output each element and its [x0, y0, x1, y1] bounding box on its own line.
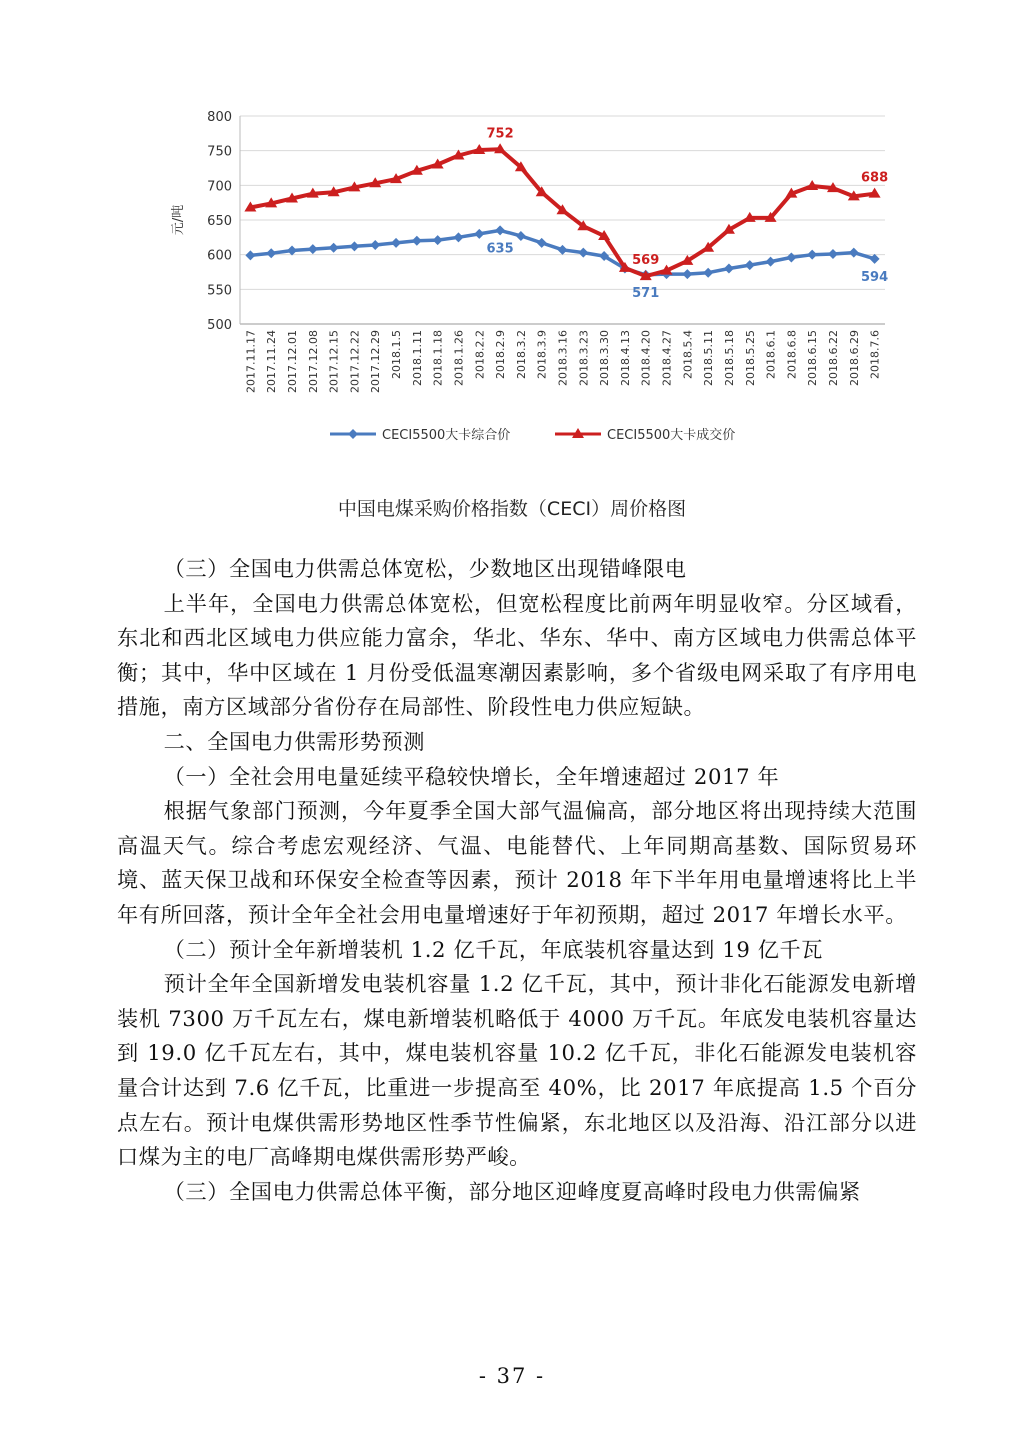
- legend-marker-1: [348, 429, 358, 439]
- section-heading-consumption-growth: （一）全社会用电量延续平稳较快增长，全年增速超过 2017 年: [163, 763, 780, 789]
- y-axis-label: 元/吨: [171, 204, 186, 236]
- legend-label-1: CECI5500大卡综合价: [382, 428, 511, 443]
- data-point: [391, 238, 401, 248]
- x-tick-label: 2018.3.16: [556, 330, 570, 386]
- y-tick-label: 550: [207, 283, 232, 299]
- data-point: [516, 231, 526, 241]
- data-label: 752: [486, 126, 514, 142]
- paragraph-supply-loose: 上半年，全国电力供需总体宽松，但宽松程度比前两年明显收窄。分区域看，东北和西北区域电力供应能力富余，华北、华东、华中、南方区域电力供需总体平衡；其中，华中区域在 1 月份受低温寒潮因素影响，多个省级电网采取了有序用电措施，南方区域部分省份存在局部性、阶段性电力供应短缺。: [117, 590, 917, 720]
- data-point: [453, 232, 463, 242]
- data-point: [849, 248, 859, 258]
- x-tick-label: 2017.12.08: [306, 330, 320, 393]
- data-point: [474, 229, 484, 239]
- data-point: [828, 249, 838, 259]
- x-tick-label: 2018.1.26: [452, 330, 466, 386]
- y-tick-label: 500: [207, 318, 232, 333]
- data-point: [807, 250, 817, 260]
- data-point: [724, 264, 734, 274]
- x-tick-label: 2018.5.4: [681, 330, 695, 379]
- x-tick-label: 2017.12.01: [286, 330, 300, 393]
- data-point: [495, 225, 505, 235]
- data-label: 571: [632, 285, 660, 301]
- data-point: [786, 252, 796, 262]
- x-tick-label: 2017.11.17: [244, 330, 258, 393]
- data-point: [745, 260, 755, 270]
- data-label: 569: [632, 253, 660, 269]
- data-point: [266, 248, 276, 258]
- data-point: [766, 257, 776, 267]
- x-tick-label: 2018.3.30: [598, 330, 612, 386]
- chart-grid: [240, 116, 885, 324]
- data-point: [370, 240, 380, 250]
- x-tick-label: 2018.1.11: [410, 330, 424, 386]
- x-tick-label: 2018.5.25: [743, 330, 757, 386]
- x-tick-label: 2018.6.15: [806, 330, 820, 386]
- x-tick-label: 2018.2.9: [494, 330, 508, 379]
- y-tick-label: 800: [207, 110, 232, 125]
- price-index-chart: [170, 96, 910, 466]
- x-tick-label: 2018.3.23: [577, 330, 591, 386]
- data-point: [287, 246, 297, 256]
- x-tick-label: 2018.4.13: [618, 329, 632, 386]
- data-point: [308, 244, 318, 254]
- data-point: [245, 250, 255, 260]
- y-tick-label: 750: [207, 144, 232, 160]
- x-tick-label: 2018.1.5: [390, 330, 404, 379]
- data-point: [537, 238, 547, 248]
- x-tick-label: 2018.3.9: [535, 330, 549, 379]
- data-point: [349, 241, 359, 251]
- x-tick-label: 2018.6.29: [847, 330, 861, 386]
- paragraph-installed-capacity: 预计全年全国新增发电装机容量 1.2 亿千瓦，其中，预计非化石能源发电新增装机 7300 万千瓦左右，煤电新增装机略低于 4000 万千瓦。年底发电装机容量达到 19.0 亿千瓦左右，其中，煤电装机容量 10.2 亿千瓦，非化石能源发电装机容量合计达到 7.6 亿千瓦，比重进一步提高至 40%，比 2017 年底提高 1.5 个百分点左右。预计电煤供需形势地区性季节性偏紧，东北地区以及沿海、沿江部分以进口煤为主的电厂高峰期电煤供需形势严峻。: [117, 971, 917, 1170]
- x-tick-label: 2018.3.2: [514, 330, 528, 379]
- y-tick-label: 650: [207, 214, 232, 229]
- x-tick-label: 2017.12.15: [327, 330, 341, 393]
- section-heading-installed-capacity: （二）预计全年新增装机 1.2 亿千瓦，年底装机容量达到 19 亿千瓦: [163, 936, 824, 962]
- x-tick-label: 2018.6.1: [764, 330, 778, 379]
- x-tick-label: 2017.12.22: [348, 330, 362, 393]
- legend-label-2: CECI5500大卡成交价: [607, 428, 736, 443]
- x-tick-label: 2017.12.29: [369, 330, 383, 393]
- x-tick-label: 2018.6.22: [826, 330, 840, 386]
- y-tick-label: 700: [207, 179, 232, 195]
- x-tick-label: 2018.4.27: [660, 329, 674, 386]
- chart-legend: [330, 427, 735, 443]
- x-tick-label: 2018.6.8: [785, 330, 799, 379]
- body-text: [117, 552, 917, 1209]
- data-point: [870, 254, 880, 264]
- paragraph-consumption-growth: 根据气象部门预测，今年夏季全国大部气温偏高，部分地区将出现持续大范围高温天气。综合考虑宏观经济、气温、电能替代、上年同期高基数、国际贸易环境、蓝天保卫战和环保安全检查等因素，预计 2018 年下半年用电量增速将比上半年有所回落，预计全年全社会用电量增速好于年初预期，超过 2017 年增长水平。: [117, 798, 917, 927]
- data-point: [558, 245, 568, 255]
- x-tick-label: 2018.7.6: [868, 330, 882, 379]
- y-tick-label: 600: [207, 248, 232, 264]
- x-tick-label: 2018.1.18: [431, 330, 445, 386]
- data-label: 688: [861, 170, 889, 186]
- x-tick-label: 2018.5.11: [702, 330, 716, 386]
- data-point: [578, 248, 588, 258]
- page-number: - 37 -: [478, 1364, 546, 1388]
- chart-caption: 中国电煤采购价格指数（CECI）周价格图: [337, 498, 687, 520]
- data-label: 594: [861, 269, 889, 285]
- x-tick-label: 2018.2.2: [473, 330, 487, 379]
- chart-series: [244, 143, 880, 280]
- x-tick-label: 2017.11.24: [265, 330, 279, 393]
- section-heading-supply-loose: （三）全国电力供需总体宽松，少数地区出现错峰限电: [163, 556, 687, 581]
- data-point: [433, 235, 443, 245]
- data-point: [329, 243, 339, 253]
- data-label: 635: [486, 241, 514, 257]
- section-heading-supply-balance: （三）全国电力供需总体平衡，部分地区迎峰度夏高峰时段电力供需偏紧: [163, 1178, 861, 1204]
- x-tick-label: 2018.4.20: [639, 330, 653, 386]
- data-point: [682, 269, 692, 279]
- section-heading-forecast: 二、全国电力供需形势预测: [163, 728, 426, 754]
- data-point: [412, 236, 422, 246]
- data-point: [703, 268, 713, 278]
- x-tick-label: 2018.5.18: [722, 330, 736, 386]
